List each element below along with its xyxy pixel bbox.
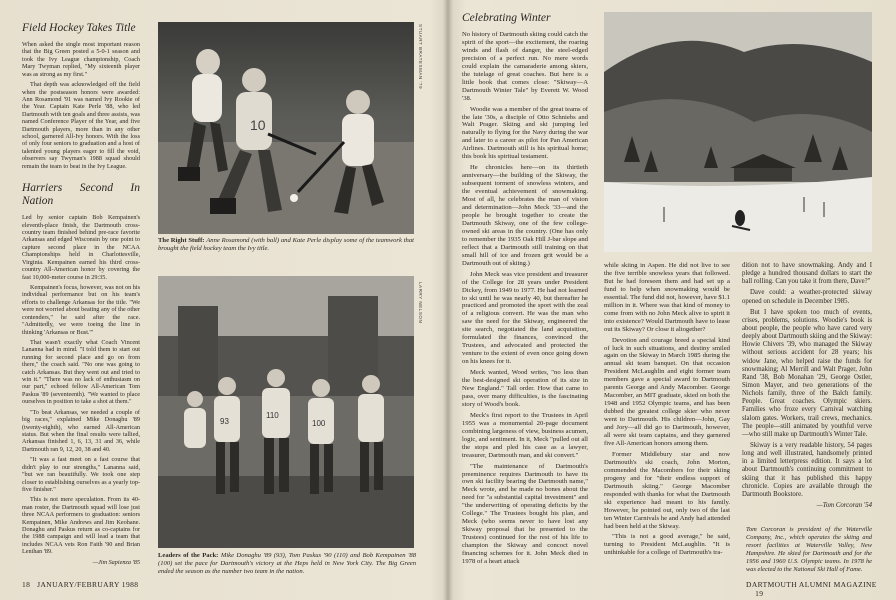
right-issue-title: DARTMOUTH ALUMNI MAGAZINE (746, 580, 877, 589)
left-issue-date: JANUARY/FEBRUARY 1988 (37, 580, 139, 589)
cross-country-photo-credit: LARRY NELSON (418, 282, 423, 324)
winter-paragraph: John Meck was vice president and treasurer of the College for 28 years under President Dickey, from 1949 to 1977. He had not learned to ski until he was nearly 40, but thereafter he practiced and promoted the sport with the zeal of a religious convert. He was the man who saw the need for the Skiway, engineered the site search, negotiated the land acquisition, formulated the finances, convinced the Trustees, and advocated and protected the venture to the extent of even once going down on his knees for it. (462, 270, 588, 366)
winter-paragraph: dition not to have snowmaking. Andy and I pledge a hundred thousand dollars to start the ball rolling. Can you take it from there, Dave?" (742, 262, 872, 286)
harriers-paragraph: Kempainen's focus, however, was not on his individual performance but on his team's efforts to challenge Arkansas for the title. "We were not worried about beating any of the other contenders," he said after the race. "Admittedly, we were toeing the line in thinking 'Arkansas or Bust.'" (22, 283, 140, 336)
cross-country-caption (158, 552, 416, 576)
winter-paragraph: while skiing in Aspen. He did not live to see the five terrible snowless years that followed. But he had foreseen them and had set up a fund to help when snowmaking would be essential. The fund did not, however, have $1.1 million in it. Where was that kind of money to come from with no John Meck alive to spirit it into existence? Would Dartmouth have to lease out its Skiway? Or close it altogether? (604, 262, 730, 333)
winter-paragraph: Former Middlebury star and now Dartmouth's ski coach, John Morton, commended the Macombers for their skiing progeny and for "their endless support of Dartmouth skiing." George Macomber responded with thanks for what the Dartmouth ski experience had meant to his family. However, he pointed out, only two of the last ten Winter Carnivals he and Andy had attended had been held at the Skiway. (604, 450, 730, 530)
svg-text:10: 10 (250, 117, 266, 133)
field-hockey-photo-credit: STUART BRATESMAN '79 (418, 24, 423, 89)
field-hockey-caption-text: Anne Rosamond (with ball) and Kate Perle display some of the teamwork that brought the field hockey team the Ivy title. (158, 237, 414, 252)
harriers-title: Harriers Second In Nation (22, 182, 140, 208)
cross-country-caption-lead: Leaders of the Pack: (158, 552, 219, 559)
right-page-number: 19 (755, 589, 764, 598)
harriers-paragraph: "To beat Arkansas, we needed a couple of big races," explained Mike Donaghu '89 (twenty-eighth), who earned All-American status. But when the final results were tallied, Arkansas finished 1, 6, 13, 31 and 36, while Dartmouth ran 9, 12, 20, 38 and 40. (22, 408, 140, 453)
left-text-column (22, 22, 140, 569)
left-page-number: 18 (22, 580, 31, 589)
harriers-paragraph: "It was a fast meet on a fast course that didn't play to our strengths," Lananna said, "but we ran beautifully. We took one step closer to establishing ourselves as a yearly top-five finisher." (22, 456, 140, 493)
winter-paragraph: Devotion and courage breed a special kind of luck in such situations, and destiny smiled again on the Skiway in March 1985 during the annual ski team banquet. On that occasion President McLaughlin and eight former team members gave a special award to Dartmouth parents George and Andy Macomber. George Macomber, an MIT graduate, skied on both the 1948 and 1952 Olympic teams, and has been dubbed the greatest college skier who never went to Dartmouth. His children—John, Gay and Jory—all did go to Dartmouth, however, all were ski team captains, and they garnered five All-American honors among them. (604, 336, 730, 447)
winter-paragraph: "The maintenance of Dartmouth's preeminence requires Dartmouth to have its own ski facility bearing the Dartmouth name," Meck wrote, and he made no bones about the need for "a substantial capital investment" and "the underwriting of operating deficits by the College." The Trustees bought his plan, and Meck (who seems never to have lost any Skiway proposal that he presented to the Trustees) continued for the rest of his life to champion the Skiway and concoct novel financing schemes for it. John Meck died in 1978 of a heart attack (462, 462, 588, 565)
winter-signature: —Tom Corcoran '54 (816, 501, 872, 509)
cross-country-photo (158, 276, 414, 548)
cross-country-caption-text: Mike Donaghu '89 (93), Tom Paskus '90 (110) and Bob Kempainen '88 (100) set the pace for Dartmouth's victory at the Heps held in New York City. The Big Green ended the season as the number two team in the nation. (158, 552, 417, 575)
harriers-signature: —Jim Sapienza '85 (92, 558, 140, 566)
svg-text:100: 100 (312, 419, 326, 428)
field-hockey-title: Field Hockey Takes Title (22, 22, 136, 34)
svg-text:110: 110 (266, 411, 279, 420)
page-gutter (443, 0, 453, 600)
winter-paragraph: Meck wanted, Wood writes, "no less than the best-designed ski operation of its size in New England." Tall order. How that came to pass, over many difficulties, is the fascinating story of Wood's book. (462, 369, 588, 408)
right-folio (746, 580, 896, 598)
winter-paragraph: Dave could: a weather-protected skiway opened on schedule in December 1985. (742, 289, 872, 305)
winter-paragraph: Meck's first report to the Trustees in April 1955 was a monumental 20-page document combining largeness of view, business acumen, logic, and sentiment. In it, Meck "pulled out all the stops and pled his case as a lawyer, treasurer, Dartmouth man, and ski convert." (462, 411, 588, 459)
celebrating-winter-title: Celebrating Winter (462, 12, 551, 24)
field-hockey-paragraph: When asked the single most important reason that the Big Green posted a 5-0-1 season and took the Ivy League championship, Coach Mary Twyman replied, "My sixteenth player was as strong as my first." (22, 41, 140, 78)
field-hockey-caption-lead: The Right Stuff: (158, 237, 205, 244)
harriers-paragraph: Led by senior captain Bob Kempainen's eleventh-place finish, the Dartmouth cross-country team finished behind pre-race favorite Arkansas and edged Wisconsin by one point to capture second place in the NCAA Championships held in Charlottesville, Virginia. Kempainen earned his third cross-country All-American honor by covering the fast 10,000-meter course in 29:35. (22, 214, 140, 281)
left-folio (22, 580, 138, 589)
harriers-paragraph: That wasn't exactly what Coach Vincent Lananna had in mind. "I told them to start out running for second place and go on from there," the coach said. "No one was going to catch Arkansas. But they went out and tried to win it." "There was no lack of enthusiasm on our part," echoed fellow All-American Tom Paskus '89 (seventeenth). "We wanted to place ourselves in position to take a shot at them." (22, 338, 140, 406)
author-bio: Tom Corcoran is president of the Waterville Company, Inc., which operates the skiing and resort facilities at Waterville Valley, New Hampshire. He skied for Dartmouth and for the 1956 and 1960 U.S. Olympic teams. In 1978 he was elected to the National Ski Hall of Fame. (746, 526, 872, 573)
winter-paragraph: But I have spoken too much of events, crises, problems, solutions. Woodie's book is about people, the people who have cared very deeply about Dartmouth skiing and the Skiway: Howie Chivers '39, who managed the Skiway without serious accident for 28 years; his widow Jane, who helped raise the funds for snowmaking; Al Merrill and Walt Prager, John Rand '38, Bob Monahan '29, George Ostler, Simon Mayer, and two generations of the Nichols family, three of the Balch family. People. Great coaches. Olympic skiers. Families who froze every Carnival watching slalom gates. Workers, trail crews, mechanics. The people—still animated by youthful verve—who still make up Dartmouth's Winter Tale. (742, 308, 872, 438)
right-text-column-2 (604, 262, 730, 560)
field-hockey-caption (158, 237, 414, 253)
winter-paragraph: Skiway is a very readable history, 54 pages long and well illustrated, handsomely printed in a limited letterpress edition. It says a lot about Dartmouth's continuing commitment to skiing that it has published this happy chronicle. Copies are available through the Dartmouth Bookstore. (742, 441, 872, 498)
field-hockey-photo (158, 22, 414, 234)
winter-paragraph: He chronicles here—on its thirtieth anniversary—the building of the Skiway, the subsequent torment of snowless winters, and the eventual achievement of snowmaking. Most of all, he celebrates the man of vision and determination—John Meck '33—and the people he brought together to create the Dartmouth Skiway, one of the few college-owned ski areas in the country. (One has only to remember the 1935 Oak Hill J-bar slope and reflect that a Dartmouth still training on that small hill of ice and frozen grit would be a Dartmouth out of skiing.) (462, 164, 588, 267)
svg-text:93: 93 (220, 417, 229, 426)
ski-slope-photo (604, 12, 872, 252)
winter-paragraph: "This is not a good average," he said, turning to President McLaughlin. "It is unthinkable for a college of Dartmouth's tra- (604, 533, 730, 557)
harriers-paragraph: This is not mere speculation. From its 40-man roster, the Dartmouth squad will lose just three NCAA performers to graduation: seniors Kempainen, Mike Andrews and Jim Keohane. Donaghu and Paskus return as co-captains for the 1988 campaign and will lead a team that includes NCAA vets Ron Faith '90 and Brian Lenihan '89. (22, 496, 140, 556)
field-hockey-paragraph: That depth was acknowledged off the field when the postseason honors were awarded: Ann Rosamond '91 was named Ivy Rookie of the Year. Captain Kate Perle '88, who led Dartmouth with ten goals and three assists, was named Conference Player of the Year, and five Dartmouth players, more than in any other school, garnered All-Ivy honors. With the loss of only four seniors to graduation and a host of talented young players eager to fill the void, observers say Twyman's 1988 squad should remain the team to beat in the Ivy League. (22, 81, 140, 170)
winter-paragraph: No history of Dartmouth skiing could catch the spirit of the sport—the excitement, the roaring winds and flash of danger, the steel-edged precision of a perfect run. No mere words could explain the camaraderie among skiers, the tutelage of great coaches. But here is a little book that comes close: "Skiway—A Dartmouth Winter Tale" by Everett W. Wood '38. (462, 31, 588, 102)
winter-paragraph: Woodie was a member of the great teams of the late '30s, a disciple of Otto Schniebs and Walt Prager. Skiing and ski jumping led naturally to flying for the Navy during the war and later to a career as pilot for Pan American Airlines. Dartmouth still is his spiritual home; this book his spiritual testament. (462, 105, 588, 161)
right-text-column-3 (742, 262, 872, 513)
right-text-column-1 (462, 12, 588, 569)
